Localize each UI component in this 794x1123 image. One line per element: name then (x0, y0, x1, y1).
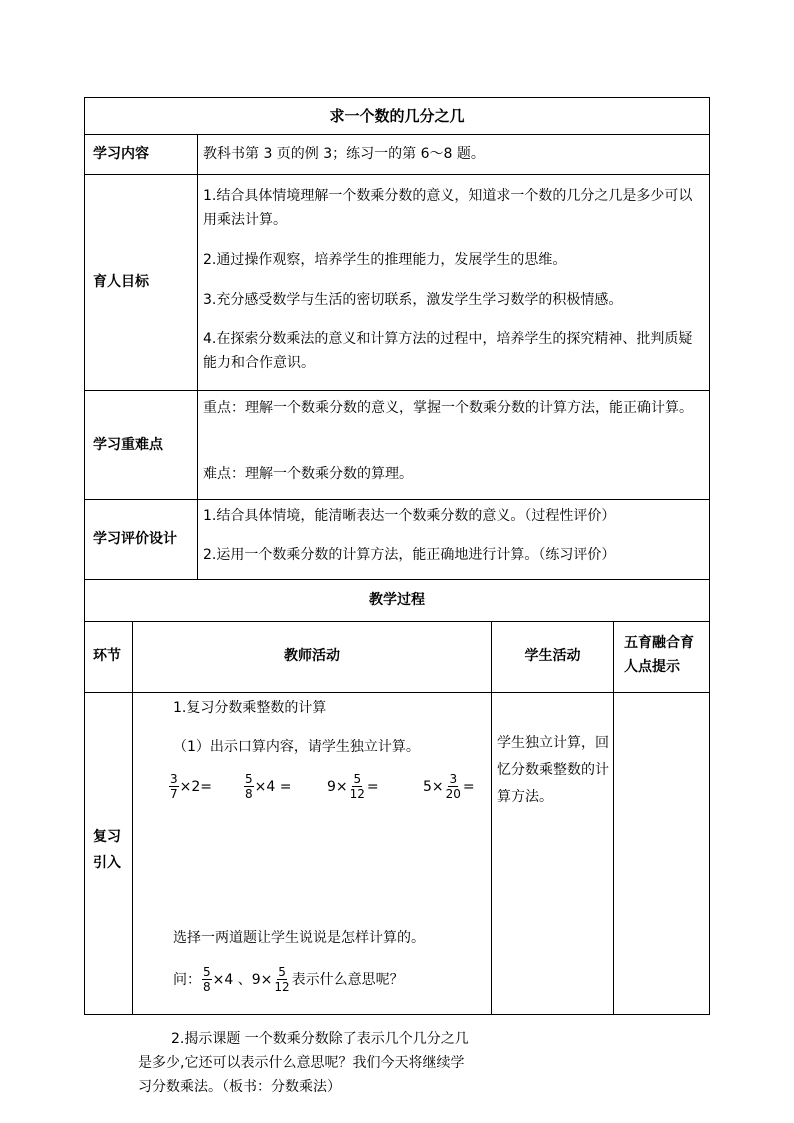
process-title: 教学过程 (369, 592, 425, 608)
header-teacher: 教师活动 (284, 648, 340, 664)
goal-item: 1.结合具体情境理解一个数乘分数的意义，知道求一个数的几分之几是多少可以用乘法计算。 (203, 188, 693, 228)
stage-label: 复习引入 (93, 829, 121, 871)
teacher-step1: 1.复习分数乘整数的计算 (173, 700, 327, 716)
teacher-activity (133, 692, 491, 1095)
goal-item: 3.充分感受数学与生活的密切联系，激发学生学习数学的积极情感。 (203, 292, 623, 308)
evaluation-item: 2.运用一个数乘分数的计算方法，能正确地进行计算。（练习评价） (203, 547, 616, 563)
goals-label: 育人目标 (93, 274, 149, 290)
fraction: $\frac{5}{12}$ (349, 772, 365, 801)
teacher-question: 问： $\frac{5}{8}$ ×4 、9× $\frac{5}{12}$ 表示什么意思呢？ (173, 965, 404, 994)
evaluation-label: 学习评价设计 (93, 531, 177, 547)
student-activity: 学生独立计算，回忆分数乘整数的计算方法。 (497, 735, 609, 805)
goal-item: 2.通过操作观察，培养学生的推理能力，发展学生的思维。 (203, 252, 567, 268)
lesson-plan-table (84, 97, 710, 1095)
calc-expression: $\frac{3}{7}$ ×2= (170, 772, 213, 801)
teacher-topic-intro: 2.揭示课题 一个数乘分数除了表示几个几分之几是多少,它还可以表示什么意思呢？我们今天将继续学习分数乘法。（板书：分数乘法） (138, 1031, 469, 1095)
content-label: 学习内容 (93, 146, 149, 162)
fraction: $\frac{5}{8}$ (245, 772, 253, 801)
page-title: 求一个数的几分之几 (329, 107, 465, 125)
keypoints-label: 学习重难点 (93, 436, 163, 453)
fraction: $\frac{5}{8}$ (203, 965, 211, 994)
teacher-step1-sub: （1）出示口算内容，请学生独立计算。 (173, 739, 420, 755)
keypoint-item: 重点：理解一个数乘分数的意义，掌握一个数乘分数的计算方法，能正确计算。 (203, 400, 693, 416)
evaluation-item: 1.结合具体情境，能清晰表达一个数乘分数的意义。（过程性评价） (203, 508, 616, 524)
goal-item: 4.在探索分数乘法的意义和计算方法的过程中，培养学生的探究精神、批判质疑能力和合作意识。 (203, 331, 693, 371)
header-stage: 环节 (93, 648, 121, 664)
goals-list (198, 174, 709, 390)
calc-expression: 9× $\frac{5}{12}$ = (327, 772, 379, 801)
teacher-discussion: 选择一两道题让学生说说是怎样计算的。 (173, 930, 425, 946)
calc-expression: $\frac{5}{8}$ ×4 = (245, 772, 292, 801)
fraction: $\frac{3}{7}$ (170, 772, 178, 801)
fraction: $\frac{5}{12}$ (274, 965, 290, 994)
calc-expression: 5× $\frac{3}{20}$ = (423, 772, 475, 801)
header-student: 学生活动 (524, 648, 581, 664)
header-education: 五育融合育人点提示 (624, 635, 694, 675)
keypoint-item: 难点：理解一个数乘分数的算理。 (203, 466, 413, 482)
keypoints-list (198, 390, 709, 499)
fraction: $\frac{3}{20}$ (445, 772, 461, 801)
evaluation-list (198, 499, 709, 579)
content-text: 教科书第 3 页的例 3；练习一的第 6～8 题。 (203, 146, 485, 162)
